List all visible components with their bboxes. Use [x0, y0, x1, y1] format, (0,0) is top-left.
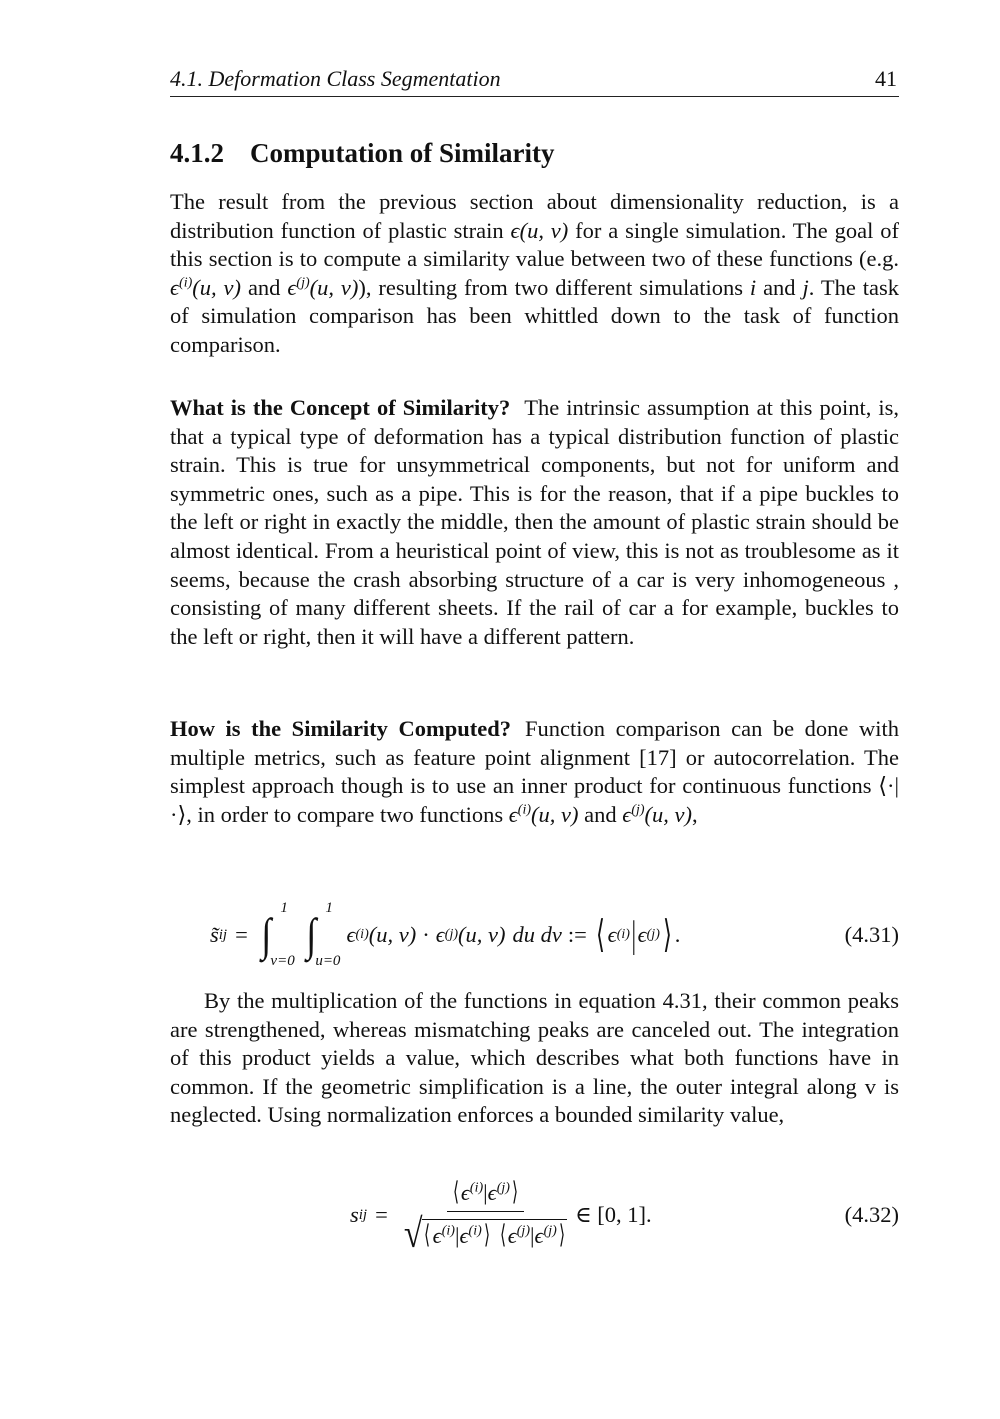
math-sup: (j) — [296, 275, 310, 291]
math: j — [802, 274, 809, 300]
math: ϵ — [346, 922, 356, 947]
math: s — [350, 1202, 359, 1227]
math: (u, v) — [309, 274, 359, 300]
section-number: 4.1.2 — [170, 138, 224, 168]
integral-sign: ∫ — [305, 909, 317, 960]
equation-4-32 — [170, 1172, 899, 1258]
sqrt-sign: √ — [403, 1211, 423, 1257]
fraction — [403, 1176, 567, 1257]
math-sup: (j) — [543, 1223, 557, 1239]
math: = — [235, 922, 248, 947]
math-sup: (i) — [179, 275, 193, 291]
running-header — [170, 66, 899, 97]
math: ϵ — [459, 1223, 469, 1248]
rangle: ⟩ — [662, 914, 672, 956]
math: ϵ — [637, 922, 647, 947]
math: ϵ — [170, 274, 180, 300]
math: ϵ — [534, 1223, 544, 1248]
equation-4-31: s̃ ij = ∫ 1 v=0 ∫ 1 u=0 ϵ (i) (u, v) · ϵ (j) (u, v) du dv := ⟨ ϵ (i) | ϵ (j) ⟩ . (4.31) — [210, 900, 899, 969]
section-heading — [170, 138, 555, 169]
math-sup: (i) — [469, 1180, 484, 1195]
text: and — [578, 801, 623, 827]
math: i — [749, 274, 757, 300]
section-title: Computation of Similarity — [250, 138, 555, 168]
bar: | — [631, 914, 637, 956]
text: and — [241, 274, 288, 300]
math-sup: (j) — [496, 1180, 510, 1195]
integral-sign: ∫ — [261, 909, 272, 960]
text: . The task of simulation comparison has been whittled down to the task of function comparison. — [170, 274, 899, 357]
page-number: 41 — [875, 66, 897, 91]
math: ϵ — [622, 801, 632, 827]
math-sup: (i) — [468, 1223, 482, 1239]
text: The intrinsic assumption at this point, is, that a typical type of deformation has a typical distribution function of plastic strain. This is true for unsymmetrical components, but not for uniform and symmetric ones, such as a pipe. This is for the reason, that if a pipe buckles to the left or right in exactly the middle, then the amount of plastic strain should be almost identical. From a heuristical point of view, this is not as troublesome as it seems, because the crash absorbing structure of a car is very inhomogeneous , consisting of many different sheets. If the rail of car a for example, buckles to the left or right, then it will have a different pattern. — [170, 395, 900, 649]
integral-limits — [270, 900, 294, 970]
math-sub: ij — [218, 926, 228, 943]
paragraph-explanation: By the multiplication of the functions in equation 4.31, their common peaks are strengthened, whereas mismatching peaks are canceled out. The integration of this product yields a value, which describes what both functions have in common. If the geometric simplification is a line, the outer integral along v is neglected. Using normalization enforces a bounded similarity value, — [170, 988, 899, 1128]
lower-limit: v=0 — [270, 953, 295, 969]
math-sup: (i) — [517, 802, 531, 818]
text: and — [756, 274, 803, 300]
integral-limits — [315, 900, 340, 970]
run-in-heading: What is the Concept of Similarity? — [170, 395, 511, 420]
text: ), resulting from two different simulations — [358, 274, 750, 300]
text: The result from the previous section about dimensionality reduction, is a distribution function of plastic strain — [170, 189, 899, 243]
lower-limit: u=0 — [315, 953, 341, 969]
math: ϵ — [460, 1179, 470, 1205]
text: , in order to compare two functions — [186, 801, 509, 827]
math-sup: (j) — [631, 802, 645, 818]
upper-limit: 1 — [325, 900, 333, 916]
math: ϵ — [607, 922, 617, 947]
run-in-heading: How is the Similarity Computed? — [170, 716, 511, 741]
text: for a single simulation. The goal of this section is to compute a similarity value between two of these functions (e.g. — [170, 217, 899, 272]
math-sup: (j) — [516, 1223, 530, 1239]
math: du dv — [512, 922, 562, 947]
upper-limit: 1 — [280, 900, 288, 916]
header-section: 4.1. Deformation Class Segmentation — [170, 66, 501, 91]
math: (u, v) — [531, 801, 579, 827]
math: = — [375, 1202, 388, 1227]
math: (u, v) — [192, 274, 242, 300]
math: ϵ — [435, 922, 445, 947]
math-sup: (i) — [441, 1223, 455, 1239]
math: ϵ — [487, 1179, 497, 1205]
math: (u, v) — [644, 801, 693, 827]
math: (u, v) — [458, 922, 506, 947]
math: := — [567, 922, 587, 947]
equation-number: (4.31) — [844, 922, 899, 947]
math: ⟨·|·⟩ — [170, 773, 899, 827]
text: Function comparison can be done with multiple metrics, such as feature point alignment [17] or autocorrelation. The simplest approach though is to use an inner product for continuous functions — [170, 716, 899, 799]
text: , — [692, 801, 698, 827]
numerator: $⟨\epsilon^{(i)}|\epsilon^{(j)}⟩$ — [447, 1177, 524, 1212]
math: · — [422, 922, 430, 947]
math: ϵ — [508, 801, 518, 827]
math: ϵ — [287, 274, 297, 300]
denominator: √ $⟨\epsilon^{(i)}|\epsilon^{(i)}⟩$ $⟨\epsilon^{(j)}|\epsilon^{(j)}⟩$ — [404, 1212, 567, 1254]
math: ϵ(u, v) — [510, 217, 569, 243]
math: ϵ — [432, 1223, 442, 1248]
paragraph-intro — [170, 188, 899, 360]
math: (u, v) — [368, 922, 417, 947]
math: ∈ [0, 1]. — [574, 1202, 652, 1227]
math-sub: ij — [358, 1206, 368, 1223]
math: ϵ — [507, 1223, 517, 1248]
paragraph-concept — [170, 394, 899, 651]
langle: ⟨ — [595, 914, 605, 956]
equation-number: (4.32) — [844, 1202, 899, 1227]
paragraph-computation — [170, 715, 899, 829]
math: s̃ — [210, 922, 219, 947]
